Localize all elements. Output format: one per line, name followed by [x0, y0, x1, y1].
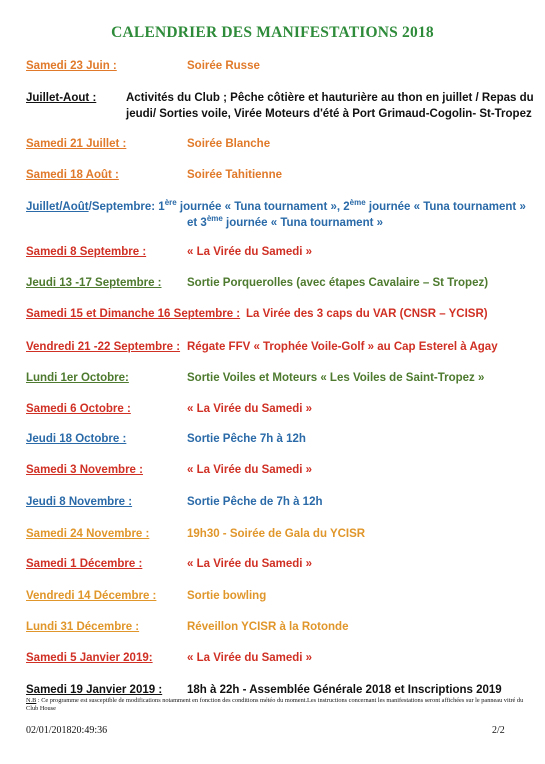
entry-date: Jeudi 8 Novembre :	[26, 496, 133, 508]
entry-date: Samedi 8 Septembre :	[26, 246, 147, 258]
entry-date: Lundi 31 Décembre :	[26, 621, 140, 633]
entry-event: « La Virée du Samedi »	[187, 246, 313, 258]
entry-date: Juillet-Aout :	[26, 92, 97, 104]
entry-date-suffix: /Septembre:	[88, 201, 156, 213]
footer-page-number: 2/2	[492, 725, 505, 736]
entry-event-part: journée « Tuna tournament », 2	[176, 201, 350, 213]
entry-date: Samedi 5 Janvier 2019:	[26, 652, 153, 664]
entry-event: « La Virée du Samedi »	[187, 464, 313, 476]
footnote-text: : Ce programme est susceptible de modifications notamment en fonction des conditions météo du moment.Les instructions concernant les manifestations seront affichées sur le panneau vitré du Club House	[26, 697, 524, 712]
entry-date: Samedi 23 Juin :	[26, 60, 117, 72]
entry-event-line2: jeudi/ Sorties voile, Virée Moteurs d'été à Port Grimaud-Cogolin- St-Tropez	[126, 108, 532, 120]
entry-event: Soirée Tahitienne	[187, 169, 283, 181]
entry-event: Sortie bowling	[187, 590, 267, 602]
ordinal-suffix: ère	[164, 198, 177, 208]
entry-date: Samedi 24 Novembre :	[26, 528, 150, 540]
entry-date: Samedi 1 Décembre :	[26, 558, 143, 570]
entry-event: La Virée des 3 caps du VAR (CNSR – YCISR)	[246, 308, 488, 320]
entry-event-part: 1	[155, 201, 165, 213]
entry-event: 18h à 22h - Assemblée Générale 2018 et Inscriptions 2019	[187, 684, 502, 696]
entry-event: Réveillon YCISR à la Rotonde	[187, 621, 349, 633]
entry-event: Soirée Blanche	[187, 138, 271, 150]
entry-event: « La Virée du Samedi »	[187, 652, 313, 664]
page-title: CALENDRIER DES MANIFESTATIONS 2018	[111, 24, 434, 41]
entry-event: Sortie Porquerolles (avec étapes Cavalaire – St Tropez)	[187, 277, 489, 289]
entry-date: Samedi 19 Janvier 2019 :	[26, 684, 163, 696]
entry-event: 19h30 - Soirée de Gala du YCISR	[187, 528, 366, 540]
entry-event: Régate FFV « Trophée Voile-Golf » au Cap Esterel à Agay	[187, 341, 498, 353]
entry-event-part: journée « Tuna tournament »	[365, 201, 526, 213]
ordinal-suffix: ème	[349, 198, 366, 208]
entry-event: Sortie Pêche de 7h à 12h	[187, 496, 323, 508]
entry-event: Sortie Voiles et Moteurs « Les Voiles de Saint-Tropez »	[187, 372, 485, 384]
entry-event: Sortie Pêche 7h à 12h	[187, 433, 306, 445]
entry-date: Juillet/Août	[26, 201, 89, 213]
entry-date: Vendredi 14 Décembre :	[26, 590, 157, 602]
entry-tuna-tournament	[26, 199, 531, 231]
entry-event: « La Virée du Samedi »	[187, 403, 313, 415]
entry-date: Samedi 15 et Dimanche 16 Septembre :	[26, 308, 241, 320]
entry-event-part: et 3	[187, 217, 207, 229]
ordinal-suffix: ème	[206, 214, 223, 224]
entry-date: Jeudi 13 -17 Septembre :	[26, 277, 162, 289]
entry-event: « La Virée du Samedi »	[187, 558, 313, 570]
footnote	[26, 697, 526, 713]
entry-date: Samedi 21 Juillet :	[26, 138, 127, 150]
entry-event-line1: Activités du Club ; Pêche côtière et hauturière au thon en juillet / Repas du	[126, 92, 534, 104]
entry-date: Samedi 6 Octobre :	[26, 403, 131, 415]
entry-date: Vendredi 21 -22 Septembre :	[26, 341, 181, 353]
entry-date: Samedi 18 Août :	[26, 169, 119, 181]
footnote-label: N.B	[26, 697, 37, 704]
entry-date: Jeudi 18 Octobre :	[26, 433, 127, 445]
footer-timestamp: 02/01/201820:49:36	[26, 725, 108, 736]
entry-event-part: journée « Tuna tournament »	[222, 217, 384, 229]
entry-date: Lundi 1er Octobre:	[26, 372, 129, 384]
entry-event: Soirée Russe	[187, 60, 260, 72]
entry-date: Samedi 3 Novembre :	[26, 464, 143, 476]
